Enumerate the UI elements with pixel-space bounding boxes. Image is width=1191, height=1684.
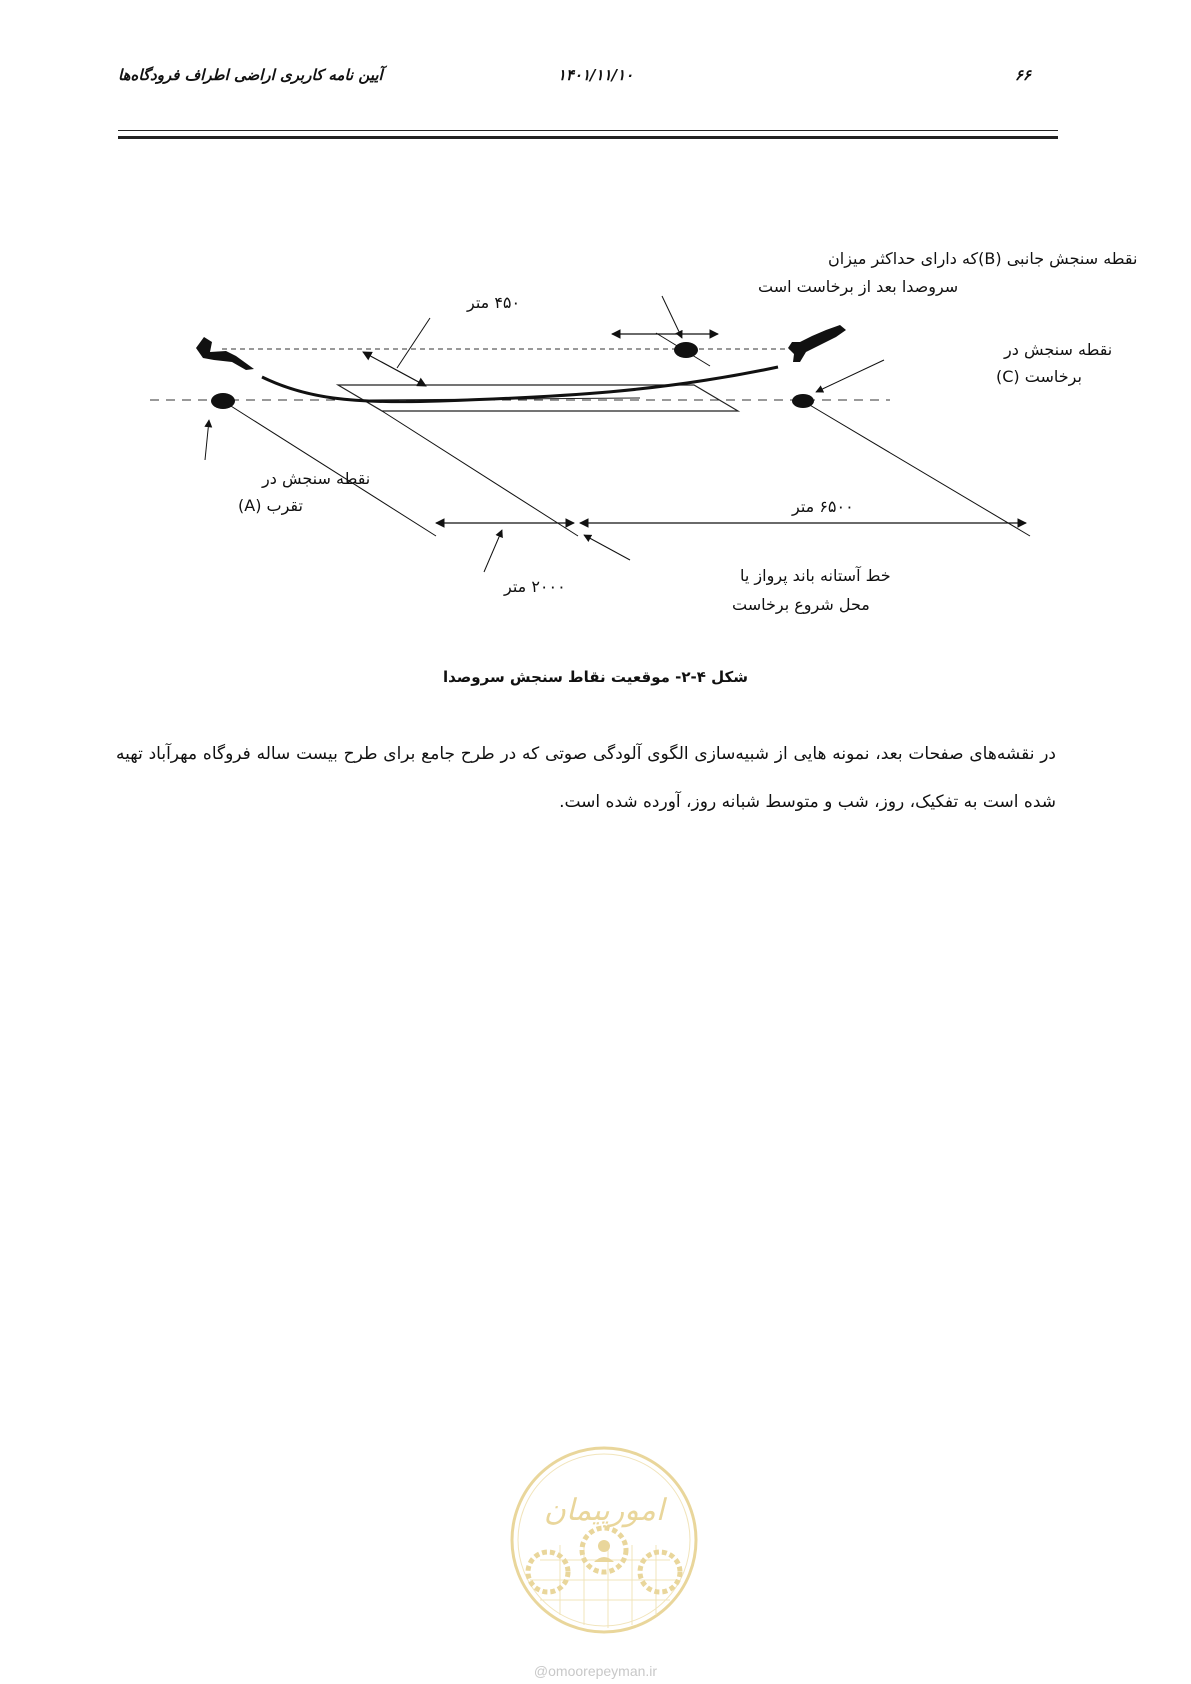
label-2000-leader — [484, 530, 502, 572]
watermark-logo — [512, 1448, 696, 1632]
watermark-site: @omoorepeyman.ir — [533, 1663, 658, 1679]
figure-caption: شکل ۴-۲- موقعیت نقاط سنجش سروصدا — [443, 668, 748, 686]
threshold-extension-line — [382, 411, 578, 536]
label-2000: ۲۰۰۰ متر — [504, 577, 566, 596]
label-a-line1: نقطه سنجش در — [262, 469, 371, 488]
label-threshold-leader — [584, 535, 630, 560]
label-c-line1: نقطه سنجش در — [1004, 340, 1113, 359]
page-number: ۶۶ — [1014, 66, 1031, 84]
label-b-line1: نقطه سنجش جانبی (B)که دارای حداکثر میزان — [828, 249, 1138, 268]
label-450-leader — [397, 318, 430, 368]
body-paragraph: در نقشه‌های صفحات بعد، نمونه هایی از شبیه‌سازی الگوی آلودگی صوتی که در طرح جامع برای طرح بیست ساله فروگاه مهرآباد تهیه شده است به تفکیک، روز، شب و متوسط شبانه روز، آورده شده است. — [116, 744, 1056, 812]
label-450: ۴۵۰ متر — [467, 293, 521, 312]
gear-icon-left — [528, 1552, 568, 1592]
label-c-line2: برخاست (C) — [996, 367, 1082, 386]
label-threshold-line2: محل شروع برخاست — [732, 595, 870, 614]
label-a-line2: تقرب (A) — [238, 496, 303, 515]
label-threshold-line1: خط آستانه باند پرواز یا — [740, 566, 891, 585]
approach-aircraft-icon — [196, 337, 254, 370]
label-b-line2: سروصدا بعد از برخاست است — [758, 277, 959, 296]
gear-icon-right — [640, 1552, 680, 1592]
point-b-marker — [674, 342, 698, 358]
label-a-leader — [205, 420, 209, 460]
label-b-leader — [662, 296, 682, 338]
dimension-450-arrow — [363, 352, 426, 386]
departure-aircraft-icon — [788, 325, 846, 362]
label-6500: ۶۵۰۰ متر — [792, 497, 854, 516]
header-date: ۱۴۰۱/۱۱/۱۰ — [557, 66, 634, 84]
flight-path — [262, 367, 778, 402]
label-c-leader — [816, 360, 884, 392]
watermark-logo-text: امورپیمان — [543, 1493, 665, 1528]
header-title: آیین نامه کاربری اراضی اطراف فرودگاه‌ها — [118, 66, 383, 84]
